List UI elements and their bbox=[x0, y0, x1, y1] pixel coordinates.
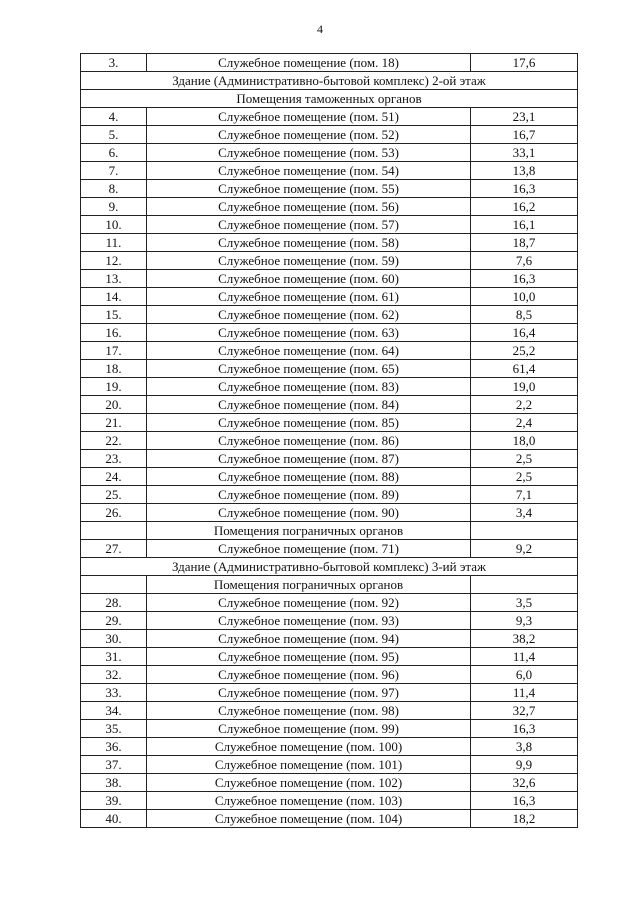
room-name-cell: Служебное помещение (пом. 96) bbox=[147, 666, 471, 684]
row-number-cell: 12. bbox=[81, 252, 147, 270]
row-number-cell: 18. bbox=[81, 360, 147, 378]
table-row bbox=[81, 450, 578, 468]
page-number: 4 bbox=[317, 22, 323, 36]
room-name-cell: Служебное помещение (пом. 52) bbox=[147, 126, 471, 144]
room-name-cell: Служебное помещение (пом. 94) bbox=[147, 630, 471, 648]
room-area-cell: 16,3 bbox=[471, 720, 578, 738]
room-name-cell: Служебное помещение (пом. 87) bbox=[147, 450, 471, 468]
row-number-cell: 23. bbox=[81, 450, 147, 468]
table-row bbox=[81, 198, 578, 216]
table-row bbox=[81, 306, 578, 324]
empty-cell bbox=[81, 576, 147, 594]
row-number-cell: 7. bbox=[81, 162, 147, 180]
row-number-cell: 30. bbox=[81, 630, 147, 648]
table-row bbox=[81, 126, 578, 144]
room-name-cell: Служебное помещение (пом. 102) bbox=[147, 774, 471, 792]
table-row bbox=[81, 630, 578, 648]
room-area-cell: 13,8 bbox=[471, 162, 578, 180]
room-name-cell: Служебное помещение (пом. 60) bbox=[147, 270, 471, 288]
row-number-cell: 34. bbox=[81, 702, 147, 720]
row-number-cell: 14. bbox=[81, 288, 147, 306]
table-row bbox=[81, 396, 578, 414]
room-area-cell: 11,4 bbox=[471, 684, 578, 702]
room-area-cell: 19,0 bbox=[471, 378, 578, 396]
room-area-cell: 16,2 bbox=[471, 198, 578, 216]
table-row bbox=[81, 378, 578, 396]
table-row bbox=[81, 180, 578, 198]
premises-table-body bbox=[81, 54, 578, 828]
room-area-cell: 7,1 bbox=[471, 486, 578, 504]
room-area-cell: 16,4 bbox=[471, 324, 578, 342]
premises-table bbox=[80, 53, 578, 828]
room-name-cell: Служебное помещение (пом. 59) bbox=[147, 252, 471, 270]
empty-cell bbox=[471, 522, 578, 540]
row-number-cell: 10. bbox=[81, 216, 147, 234]
room-area-cell: 9,3 bbox=[471, 612, 578, 630]
row-number-cell: 37. bbox=[81, 756, 147, 774]
room-area-cell: 2,5 bbox=[471, 450, 578, 468]
room-name-cell: Служебное помещение (пом. 57) bbox=[147, 216, 471, 234]
room-area-cell: 2,2 bbox=[471, 396, 578, 414]
section-header-row bbox=[81, 90, 578, 108]
row-number-cell: 15. bbox=[81, 306, 147, 324]
row-number-cell: 36. bbox=[81, 738, 147, 756]
table-row bbox=[81, 54, 578, 72]
room-area-cell: 16,3 bbox=[471, 270, 578, 288]
room-area-cell: 11,4 bbox=[471, 648, 578, 666]
room-area-cell: 38,2 bbox=[471, 630, 578, 648]
room-name-cell: Служебное помещение (пом. 64) bbox=[147, 342, 471, 360]
table-row bbox=[81, 810, 578, 828]
table-row bbox=[81, 774, 578, 792]
room-area-cell: 61,4 bbox=[471, 360, 578, 378]
table-row bbox=[81, 540, 578, 558]
room-area-cell: 9,2 bbox=[471, 540, 578, 558]
room-name-cell: Служебное помещение (пом. 56) bbox=[147, 198, 471, 216]
table-row bbox=[81, 432, 578, 450]
row-number-cell: 6. bbox=[81, 144, 147, 162]
table-row bbox=[81, 648, 578, 666]
table-row bbox=[81, 702, 578, 720]
table-row bbox=[81, 738, 578, 756]
room-name-cell: Служебное помещение (пом. 104) bbox=[147, 810, 471, 828]
section-header-row bbox=[81, 72, 578, 90]
table-row bbox=[81, 594, 578, 612]
subsection-header-row bbox=[81, 522, 578, 540]
room-name-cell: Служебное помещение (пом. 18) bbox=[147, 54, 471, 72]
row-number-cell: 24. bbox=[81, 468, 147, 486]
room-name-cell: Служебное помещение (пом. 58) bbox=[147, 234, 471, 252]
table-row bbox=[81, 684, 578, 702]
row-number-cell: 17. bbox=[81, 342, 147, 360]
room-area-cell: 16,1 bbox=[471, 216, 578, 234]
table-row bbox=[81, 756, 578, 774]
row-number-cell: 21. bbox=[81, 414, 147, 432]
table-row bbox=[81, 252, 578, 270]
room-name-cell: Служебное помещение (пом. 63) bbox=[147, 324, 471, 342]
room-name-cell: Служебное помещение (пом. 61) bbox=[147, 288, 471, 306]
room-name-cell: Служебное помещение (пом. 55) bbox=[147, 180, 471, 198]
row-number-cell: 3. bbox=[81, 54, 147, 72]
row-number-cell: 4. bbox=[81, 108, 147, 126]
row-number-cell: 20. bbox=[81, 396, 147, 414]
row-number-cell: 22. bbox=[81, 432, 147, 450]
table-row bbox=[81, 486, 578, 504]
section-header-cell: Помещения таможенных органов bbox=[81, 90, 578, 108]
room-name-cell: Служебное помещение (пом. 103) bbox=[147, 792, 471, 810]
room-area-cell: 7,6 bbox=[471, 252, 578, 270]
room-area-cell: 3,4 bbox=[471, 504, 578, 522]
room-name-cell: Служебное помещение (пом. 92) bbox=[147, 594, 471, 612]
row-number-cell: 38. bbox=[81, 774, 147, 792]
room-area-cell: 9,9 bbox=[471, 756, 578, 774]
table-row bbox=[81, 270, 578, 288]
empty-cell bbox=[81, 522, 147, 540]
table-row bbox=[81, 720, 578, 738]
room-area-cell: 18,2 bbox=[471, 810, 578, 828]
room-area-cell: 3,5 bbox=[471, 594, 578, 612]
room-name-cell: Служебное помещение (пом. 100) bbox=[147, 738, 471, 756]
room-area-cell: 16,3 bbox=[471, 180, 578, 198]
room-area-cell: 16,7 bbox=[471, 126, 578, 144]
row-number-cell: 16. bbox=[81, 324, 147, 342]
row-number-cell: 26. bbox=[81, 504, 147, 522]
room-name-cell: Служебное помещение (пом. 54) bbox=[147, 162, 471, 180]
room-name-cell: Служебное помещение (пом. 53) bbox=[147, 144, 471, 162]
table-row bbox=[81, 612, 578, 630]
room-name-cell: Служебное помещение (пом. 101) bbox=[147, 756, 471, 774]
subsection-header-cell: Помещения пограничных органов bbox=[147, 522, 471, 540]
room-area-cell: 10,0 bbox=[471, 288, 578, 306]
room-name-cell: Служебное помещение (пом. 93) bbox=[147, 612, 471, 630]
row-number-cell: 13. bbox=[81, 270, 147, 288]
room-area-cell: 3,8 bbox=[471, 738, 578, 756]
row-number-cell: 5. bbox=[81, 126, 147, 144]
row-number-cell: 9. bbox=[81, 198, 147, 216]
room-name-cell: Служебное помещение (пом. 86) bbox=[147, 432, 471, 450]
row-number-cell: 31. bbox=[81, 648, 147, 666]
subsection-header-row bbox=[81, 576, 578, 594]
row-number-cell: 35. bbox=[81, 720, 147, 738]
room-name-cell: Служебное помещение (пом. 85) bbox=[147, 414, 471, 432]
row-number-cell: 39. bbox=[81, 792, 147, 810]
subsection-header-cell: Помещения пограничных органов bbox=[147, 576, 471, 594]
section-header-cell: Здание (Административно-бытовой комплекс) 2-ой этаж bbox=[81, 72, 578, 90]
room-name-cell: Служебное помещение (пом. 71) bbox=[147, 540, 471, 558]
room-area-cell: 16,3 bbox=[471, 792, 578, 810]
row-number-cell: 25. bbox=[81, 486, 147, 504]
room-area-cell: 2,5 bbox=[471, 468, 578, 486]
table-row bbox=[81, 162, 578, 180]
room-name-cell: Служебное помещение (пом. 83) bbox=[147, 378, 471, 396]
row-number-cell: 27. bbox=[81, 540, 147, 558]
table-row bbox=[81, 324, 578, 342]
row-number-cell: 32. bbox=[81, 666, 147, 684]
table-row bbox=[81, 360, 578, 378]
room-name-cell: Служебное помещение (пом. 98) bbox=[147, 702, 471, 720]
room-area-cell: 25,2 bbox=[471, 342, 578, 360]
room-name-cell: Служебное помещение (пом. 89) bbox=[147, 486, 471, 504]
table-row bbox=[81, 504, 578, 522]
table-row bbox=[81, 666, 578, 684]
table-row bbox=[81, 216, 578, 234]
room-area-cell: 23,1 bbox=[471, 108, 578, 126]
table-row bbox=[81, 144, 578, 162]
room-name-cell: Служебное помещение (пом. 99) bbox=[147, 720, 471, 738]
table-row bbox=[81, 792, 578, 810]
table-row bbox=[81, 234, 578, 252]
room-name-cell: Служебное помещение (пом. 95) bbox=[147, 648, 471, 666]
table-row bbox=[81, 342, 578, 360]
table-row bbox=[81, 288, 578, 306]
row-number-cell: 11. bbox=[81, 234, 147, 252]
table-row bbox=[81, 108, 578, 126]
room-name-cell: Служебное помещение (пом. 88) bbox=[147, 468, 471, 486]
room-name-cell: Служебное помещение (пом. 84) bbox=[147, 396, 471, 414]
row-number-cell: 19. bbox=[81, 378, 147, 396]
room-area-cell: 8,5 bbox=[471, 306, 578, 324]
row-number-cell: 28. bbox=[81, 594, 147, 612]
room-name-cell: Служебное помещение (пом. 51) bbox=[147, 108, 471, 126]
table-row bbox=[81, 414, 578, 432]
room-area-cell: 32,7 bbox=[471, 702, 578, 720]
room-area-cell: 2,4 bbox=[471, 414, 578, 432]
row-number-cell: 40. bbox=[81, 810, 147, 828]
section-header-cell: Здание (Административно-бытовой комплекс) 3-ий этаж bbox=[81, 558, 578, 576]
room-area-cell: 33,1 bbox=[471, 144, 578, 162]
empty-cell bbox=[471, 576, 578, 594]
row-number-cell: 29. bbox=[81, 612, 147, 630]
room-area-cell: 6,0 bbox=[471, 666, 578, 684]
room-name-cell: Служебное помещение (пом. 97) bbox=[147, 684, 471, 702]
room-name-cell: Служебное помещение (пом. 90) bbox=[147, 504, 471, 522]
row-number-cell: 33. bbox=[81, 684, 147, 702]
room-name-cell: Служебное помещение (пом. 65) bbox=[147, 360, 471, 378]
row-number-cell: 8. bbox=[81, 180, 147, 198]
room-area-cell: 18,0 bbox=[471, 432, 578, 450]
room-area-cell: 32,6 bbox=[471, 774, 578, 792]
section-header-row bbox=[81, 558, 578, 576]
room-area-cell: 17,6 bbox=[471, 54, 578, 72]
room-area-cell: 18,7 bbox=[471, 234, 578, 252]
room-name-cell: Служебное помещение (пом. 62) bbox=[147, 306, 471, 324]
table-row bbox=[81, 468, 578, 486]
